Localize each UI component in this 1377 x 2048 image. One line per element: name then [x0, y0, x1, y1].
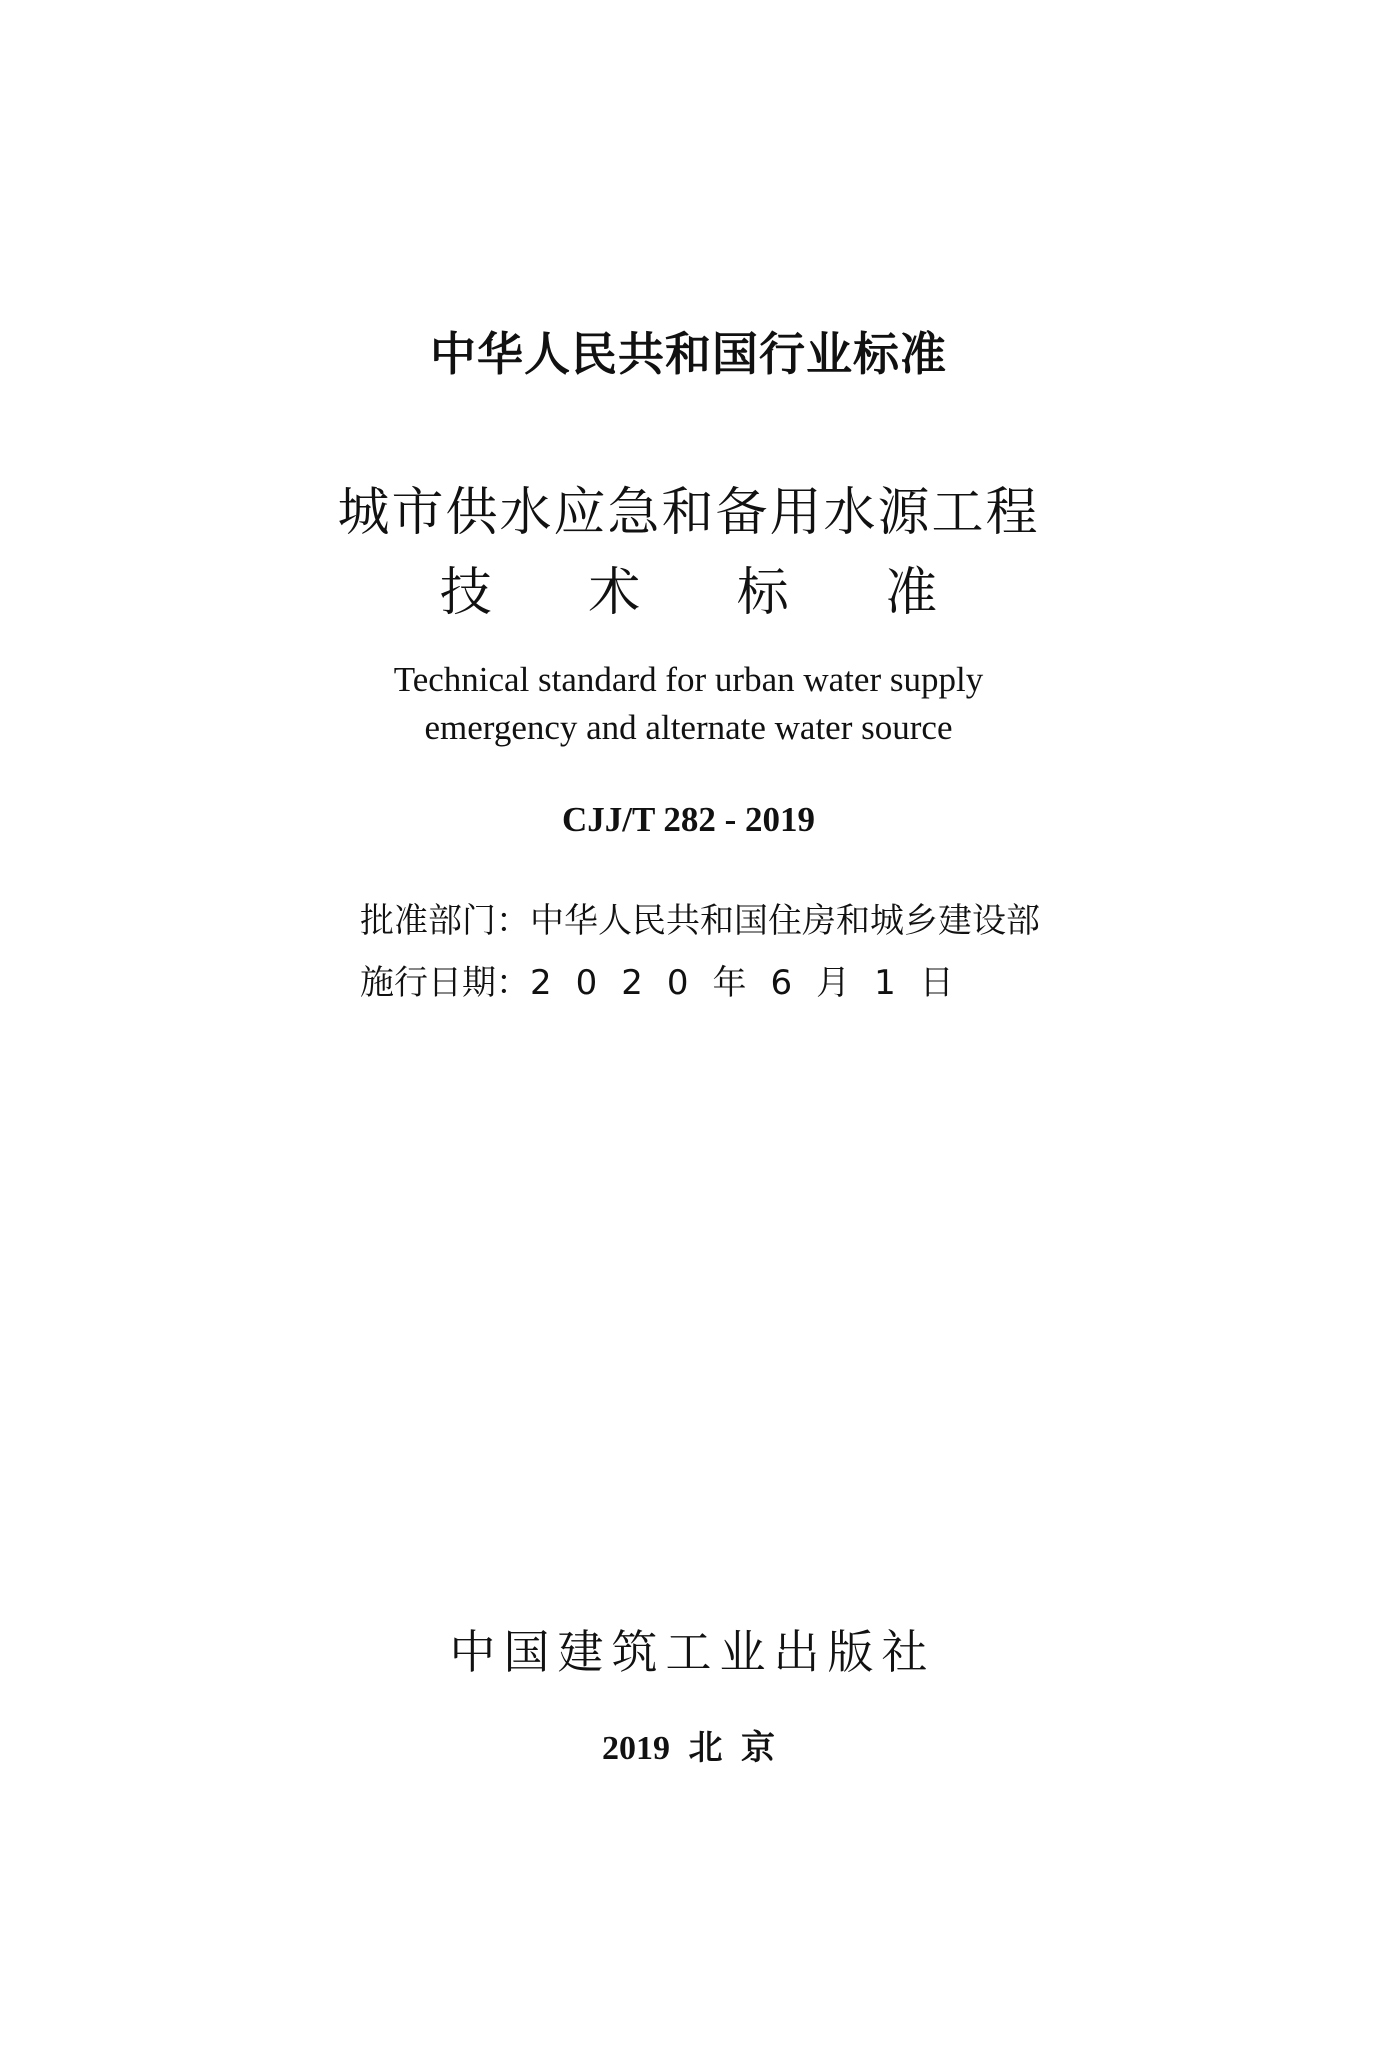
effective-date-label: 施行日期：: [360, 963, 530, 1003]
standard-title-cn-line1: 城市供水应急和备用水源工程: [337, 483, 1040, 543]
series-title: 中华人民共和国行业标准: [430, 327, 947, 381]
standard-title-en-line1: Technical standard for urban water supply: [393, 660, 984, 699]
approval-line: [360, 893, 1040, 942]
standard-title-cn-line2: 技 术 标 准: [439, 563, 978, 623]
effective-date-line: [360, 955, 978, 1004]
approval-label: 批准部门：: [360, 901, 530, 941]
standard-title-en-line2: emergency and alternate water source: [424, 708, 953, 747]
publication-place-year: 2019 北 京: [602, 1730, 775, 1767]
standard-code: CJJ/T 282 - 2019: [561, 800, 816, 839]
publisher: 中国建筑工业出版社: [449, 1625, 936, 1679]
effective-date-value: 2020年6月1日: [530, 963, 978, 1003]
approval-value: 中华人民共和国住房和城乡建设部: [530, 901, 1040, 941]
